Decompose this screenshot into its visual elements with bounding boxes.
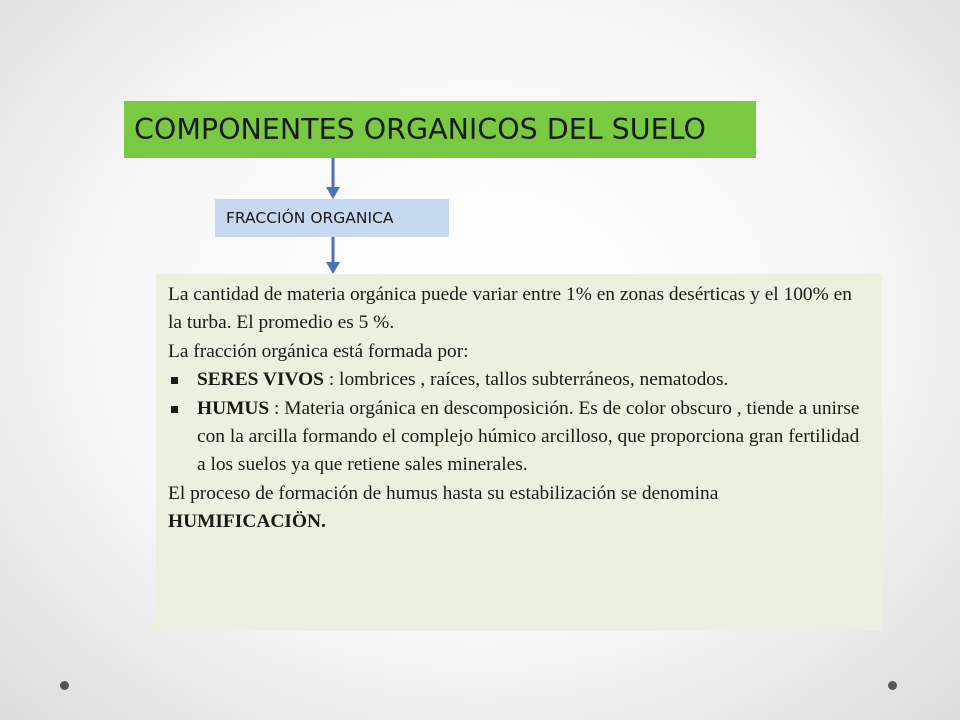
subtitle-label: FRACCIÓN ORGANICA — [226, 209, 394, 227]
arrow-down-icon — [320, 158, 346, 200]
intro-list-heading: La fracción orgánica está formada por: — [168, 340, 469, 362]
square-bullet-icon — [171, 406, 178, 413]
term-humificacion: HUMIFICACIÖN. — [168, 511, 326, 533]
content-box — [156, 274, 882, 631]
arrow-down-icon — [320, 237, 346, 275]
square-bullet-icon — [171, 377, 178, 384]
list-item-humus — [168, 395, 868, 480]
description-seres-vivos: : lombrices , raíces, tallos subterráneos, nematodos. — [323, 369, 729, 391]
subtitle-box — [215, 199, 449, 237]
term-humus: HUMUS — [197, 397, 270, 419]
closing-paragraph — [168, 480, 868, 537]
slide-title: COMPONENTES ORGANICOS DEL SUELO — [134, 113, 706, 146]
list-item-seres-vivos — [168, 366, 868, 394]
title-box — [124, 101, 756, 158]
intro-paragraph: La cantidad de materia orgánica puede variar entre 1% en zonas desérticas y el 100% en la turba. El promedio es 5 %. — [168, 284, 852, 334]
term-seres-vivos: SERES VIVOS — [197, 369, 324, 391]
dot-icon — [60, 681, 69, 690]
dot-icon — [888, 681, 897, 690]
closing-text: El proceso de formación de humus hasta su estabilización se denomina — [168, 482, 719, 504]
description-humus: : Materia orgánica en descomposición. Es de color obscuro , tiende a unirse con la arcilla formando el complejo húmico arcilloso, que proporciona gran fertilidad a los suelos ya que retiene sales minerales. — [197, 397, 860, 476]
